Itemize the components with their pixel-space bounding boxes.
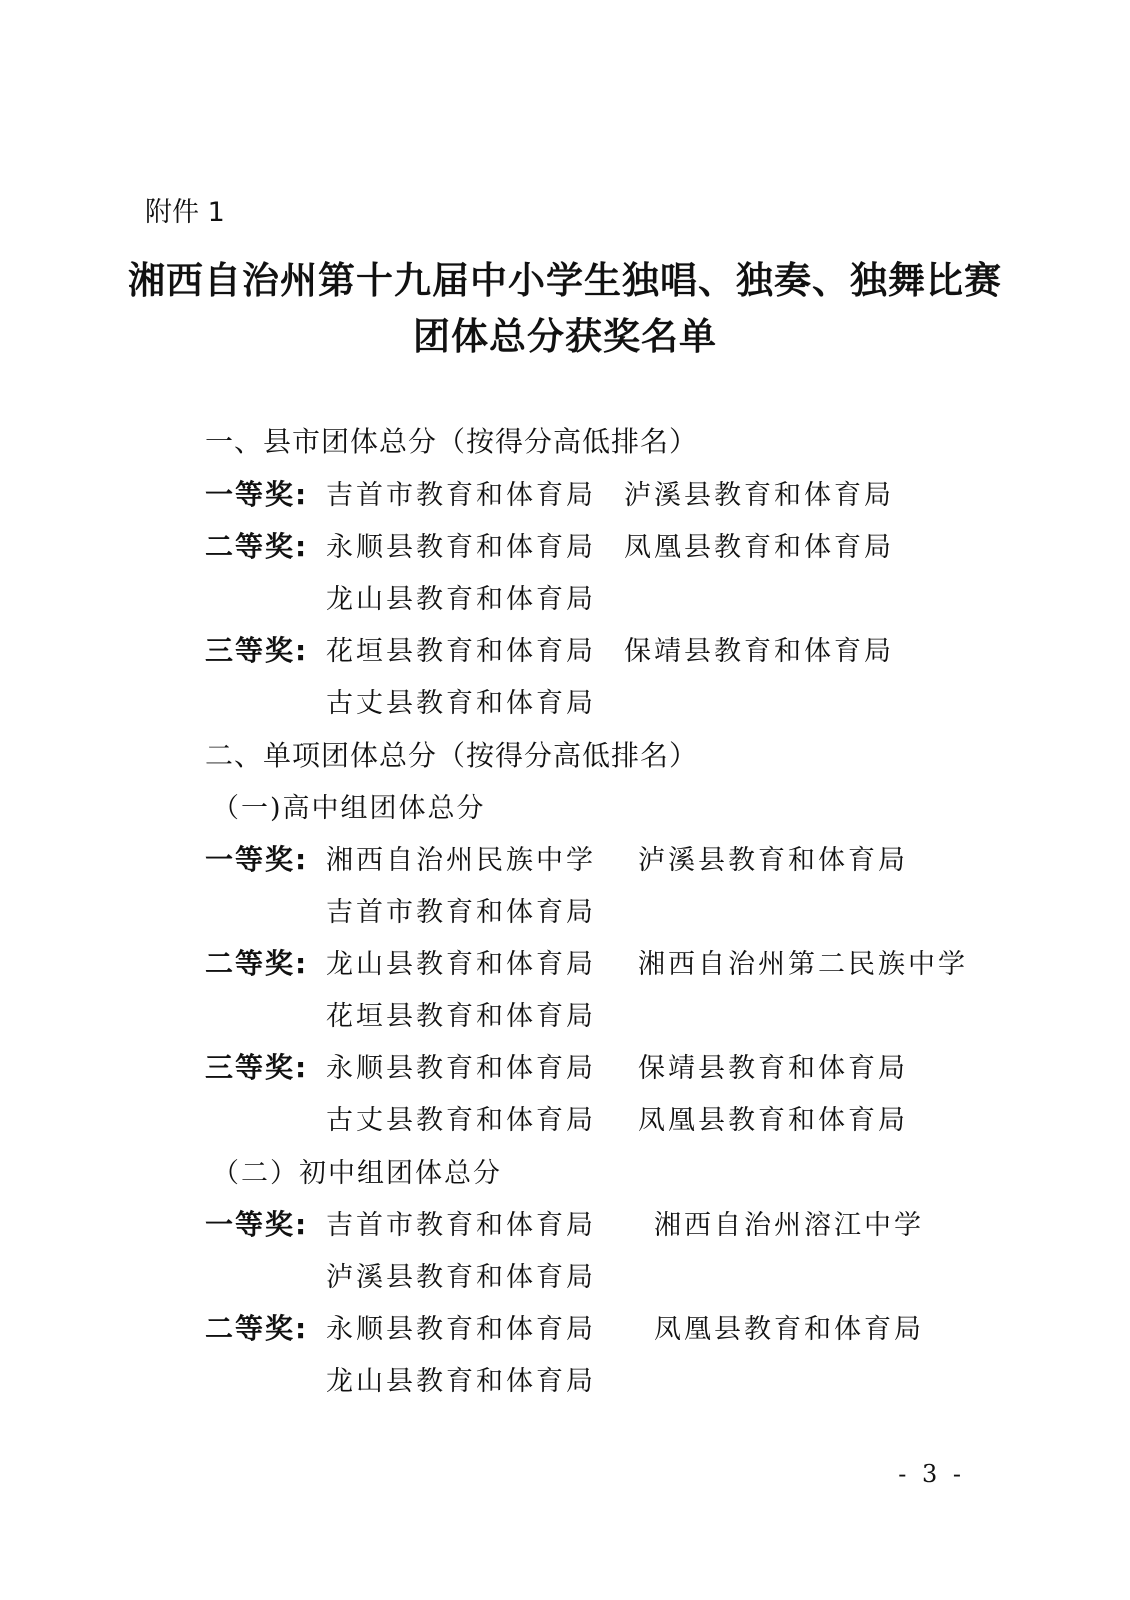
- middle-second-org: 永顺县教育和体育局: [326, 1314, 596, 1345]
- section1-second-org: 永顺县教育和体育局: [326, 532, 596, 563]
- middle-first-label: 一等奖:: [205, 1208, 309, 1241]
- high-first-org: 吉首市教育和体育局: [326, 897, 596, 928]
- high-third-label: 三等奖:: [205, 1051, 309, 1084]
- section1-first-label: 一等奖:: [205, 478, 309, 511]
- high-third-org: 古丈县教育和体育局: [326, 1105, 596, 1136]
- high-third-org: 凤凰县教育和体育局: [638, 1105, 908, 1136]
- section1-second-label: 二等奖:: [205, 530, 309, 563]
- section1-second-org: 凤凰县教育和体育局: [624, 532, 894, 563]
- section1-third-org: 花垣县教育和体育局: [326, 636, 596, 667]
- middle-school-heading: （二）初中组团体总分: [212, 1158, 502, 1189]
- middle-second-org: 凤凰县教育和体育局: [654, 1314, 924, 1345]
- middle-first-org: 吉首市教育和体育局: [326, 1210, 596, 1241]
- attachment-label: 附件 1: [145, 197, 225, 228]
- high-third-org: 保靖县教育和体育局: [638, 1053, 908, 1084]
- high-first-org: 湘西自治州民族中学: [326, 845, 596, 876]
- section1-first-org: 泸溪县教育和体育局: [624, 480, 894, 511]
- high-school-heading: （一)高中组团体总分: [212, 793, 486, 824]
- middle-second-label: 二等奖:: [205, 1312, 309, 1345]
- middle-second-org: 龙山县教育和体育局: [326, 1366, 596, 1397]
- high-first-label: 一等奖:: [205, 843, 309, 876]
- middle-first-org: 泸溪县教育和体育局: [326, 1262, 596, 1293]
- high-second-org: 湘西自治州第二民族中学: [638, 949, 968, 980]
- middle-first-org: 湘西自治州溶江中学: [654, 1210, 924, 1241]
- high-second-label: 二等奖:: [205, 947, 309, 980]
- high-second-org: 花垣县教育和体育局: [326, 1001, 596, 1032]
- document-title-line2: 团体总分获奖名单: [413, 315, 717, 358]
- page-number: - 3 -: [898, 1460, 965, 1488]
- section1-heading: 一、县市团体总分（按得分高低排名）: [205, 425, 699, 458]
- high-second-org: 龙山县教育和体育局: [326, 949, 596, 980]
- high-third-org: 永顺县教育和体育局: [326, 1053, 596, 1084]
- section1-second-org: 龙山县教育和体育局: [326, 584, 596, 615]
- section2-heading: 二、单项团体总分（按得分高低排名）: [205, 739, 699, 772]
- section1-third-label: 三等奖:: [205, 634, 309, 667]
- document-title-line1: 湘西自治州第十九届中小学生独唱、独奏、独舞比赛: [128, 259, 1002, 302]
- section1-third-org: 古丈县教育和体育局: [326, 688, 596, 719]
- high-first-org: 泸溪县教育和体育局: [638, 845, 908, 876]
- section1-first-org: 吉首市教育和体育局: [326, 480, 596, 511]
- section1-third-org: 保靖县教育和体育局: [624, 636, 894, 667]
